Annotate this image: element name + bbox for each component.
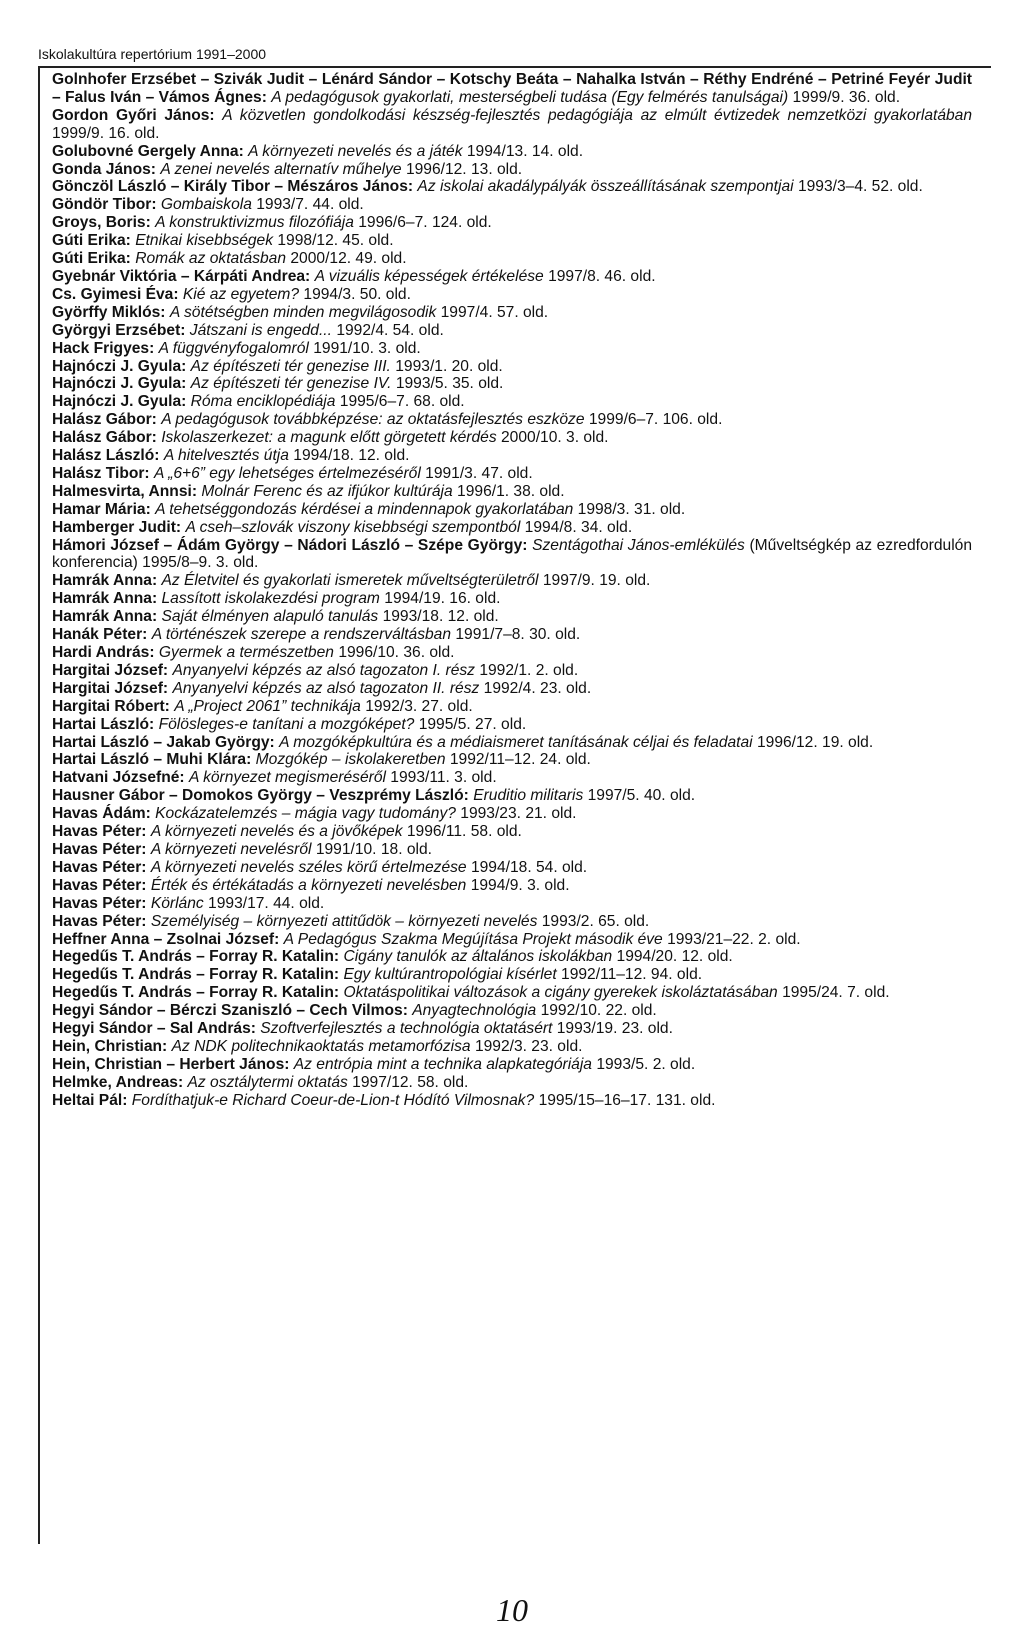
entry-title: Személyiség – környezeti attitűdök – környezeti nevelés bbox=[150, 912, 538, 930]
bibliography-entry bbox=[52, 626, 972, 644]
bibliography-entry bbox=[52, 841, 972, 859]
entry-author: Hegedűs T. András – Forray R. Katalin: bbox=[52, 984, 340, 1002]
entry-reference: 1995/5. 27. old. bbox=[418, 715, 527, 733]
bibliography-entry bbox=[52, 572, 972, 590]
entry-author: Hajnóczi J. Gyula: bbox=[52, 393, 187, 411]
bibliography-entry bbox=[52, 859, 972, 877]
entry-reference: 1991/7–8. 30. old. bbox=[455, 626, 581, 644]
bibliography-entry bbox=[52, 1020, 972, 1038]
entry-title: Az NDK politechnikaoktatás metamorfózisa bbox=[171, 1037, 471, 1055]
entry-author: Heffner Anna – Zsolnai József: bbox=[52, 930, 280, 948]
entry-reference: 1992/1. 2. old. bbox=[479, 661, 579, 679]
entry-reference: 1998/3. 31. old. bbox=[577, 500, 686, 518]
entry-author: Havas Péter: bbox=[52, 823, 147, 841]
entry-author: Gyebnár Viktória – Kárpáti Andrea: bbox=[52, 267, 311, 285]
entry-title: A függvényfogalomról bbox=[158, 339, 309, 357]
entry-author: Halász Gábor: bbox=[52, 429, 157, 447]
bibliography-entry bbox=[52, 1038, 972, 1056]
entry-author: Hartai László – Jakab György: bbox=[52, 733, 275, 751]
entry-author: Hartai László: bbox=[52, 715, 155, 733]
entry-title: A cseh–szlovák viszony kisebbségi szempontból bbox=[185, 518, 521, 536]
entry-title: A környezeti nevelés széles körű értelmezése bbox=[150, 858, 467, 876]
entry-title: Róma enciklopédiája bbox=[190, 393, 336, 411]
entry-title: Az Életvitel és gyakorlati ismeretek műveltségterületről bbox=[161, 572, 539, 590]
entry-author: Halász Tibor: bbox=[52, 464, 150, 482]
entry-reference: 1995/6–7. 68. old. bbox=[339, 393, 465, 411]
bibliography-entry bbox=[52, 608, 972, 626]
entry-title: Romák az oktatásban bbox=[135, 250, 287, 268]
bibliography-entry bbox=[52, 358, 972, 376]
bibliography-entry bbox=[52, 805, 972, 823]
entry-title: A környezeti nevelés és a jövőképek bbox=[150, 823, 403, 841]
bibliography-entry bbox=[52, 250, 972, 268]
entry-reference: 1993/5. 2. old. bbox=[596, 1055, 696, 1073]
entry-author: Hardi András: bbox=[52, 644, 155, 661]
entry-author: Cs. Gyimesi Éva: bbox=[52, 285, 179, 303]
bibliography-entry bbox=[52, 680, 972, 698]
entry-reference: 1992/3. 27. old. bbox=[365, 697, 473, 715]
entry-author: Hanák Péter: bbox=[52, 626, 148, 644]
entry-author: Hargitai Róbert: bbox=[52, 697, 170, 715]
bibliography-entry bbox=[52, 483, 972, 501]
entry-reference: 1996/6–7. 124. old. bbox=[358, 214, 492, 232]
bibliography-entry bbox=[52, 1074, 972, 1092]
entry-title: A pedagógusok továbbképzése: az oktatásfejlesztés eszköze bbox=[161, 411, 585, 429]
entry-author: Hargitai József: bbox=[52, 661, 169, 679]
entry-title: Játszani is engedd... bbox=[189, 321, 332, 339]
entry-author: Havas Péter: bbox=[52, 912, 147, 930]
bibliography-entry bbox=[52, 716, 972, 734]
entry-author: Hamrák Anna: bbox=[52, 590, 158, 608]
bibliography-entry bbox=[52, 286, 972, 304]
bibliography-entry bbox=[52, 537, 972, 573]
bibliography-entry bbox=[52, 375, 972, 393]
entry-author: Hein, Christian – Herbert János: bbox=[52, 1055, 290, 1073]
entry-title: Eruditio militaris bbox=[473, 787, 584, 805]
bibliography-entry bbox=[52, 447, 972, 465]
entry-author: Havas Péter: bbox=[52, 894, 147, 912]
entry-author: Hegedűs T. András – Forray R. Katalin: bbox=[52, 966, 340, 984]
page-number: 10 bbox=[496, 1592, 528, 1628]
entry-reference: 1993/7. 44. old. bbox=[256, 196, 364, 214]
entry-reference: 1993/11. 3. old. bbox=[390, 769, 497, 787]
entry-reference: 1991/10. 18. old. bbox=[315, 840, 432, 858]
entry-author: Havas Ádám: bbox=[52, 805, 151, 823]
entry-author: Halász Gábor: bbox=[52, 411, 157, 429]
entry-title: Az építészeti tér genezise III. bbox=[190, 357, 391, 375]
entry-title: Mozgókép – iskolakeretben bbox=[255, 751, 446, 769]
entry-reference: 1994/19. 16. old. bbox=[384, 590, 501, 608]
bibliography-entry bbox=[52, 966, 972, 984]
bibliography-entry bbox=[52, 143, 972, 161]
bibliography-entry bbox=[52, 411, 972, 429]
entry-title: Az iskolai akadálypályák összeállításának szempontjai bbox=[417, 178, 794, 196]
entry-title: Anyanyelvi képzés az alsó tagozaton I. rész bbox=[172, 661, 475, 679]
entry-title: A hitelvesztés útja bbox=[163, 447, 289, 465]
entry-reference: 1995/8–9. 3. old. bbox=[142, 554, 259, 572]
bibliography-entry bbox=[52, 787, 972, 805]
entry-title: Oktatáspolitikai változások a cigány gyerekek iskoláztatásában bbox=[343, 984, 778, 1002]
entry-title: Kockázatelemzés – mágia vagy tudomány? bbox=[155, 805, 456, 823]
entry-title: Anyanyelvi képzés az alsó tagozaton II. rész bbox=[172, 679, 480, 697]
entry-author: Hargitai József: bbox=[52, 679, 169, 697]
bibliography-entry bbox=[52, 465, 972, 483]
entry-title: Etnikai kisebbségek bbox=[135, 232, 274, 250]
bibliography-entry bbox=[52, 948, 972, 966]
left-margin-rule bbox=[38, 66, 40, 1544]
bibliography-entry bbox=[52, 823, 972, 841]
entry-title: Lassított iskolakezdési program bbox=[161, 590, 380, 608]
entry-reference: 1997/12. 58. old. bbox=[352, 1073, 469, 1091]
entry-author: Gúti Erika: bbox=[52, 232, 131, 250]
entry-reference: 1999/9. 36. old. bbox=[792, 88, 901, 106]
entry-title: A mozgóképkultúra és a médiaismeret tanításának céljai és feladatai bbox=[279, 733, 753, 751]
entry-title: Gombaiskola bbox=[160, 196, 252, 214]
bibliography-entry bbox=[52, 304, 972, 322]
entry-author: Gúti Erika: bbox=[52, 250, 131, 268]
entry-title: Fölösleges-e tanítani a mozgóképet? bbox=[158, 715, 415, 733]
entry-title: A sötétségben minden megvilágosodik bbox=[169, 303, 437, 321]
entry-reference: 1997/9. 19. old. bbox=[542, 572, 651, 590]
entry-title: Gyermek a természetben bbox=[158, 644, 334, 661]
entry-title: A történészek szerepe a rendszerváltásban bbox=[151, 626, 452, 644]
entry-title: A vizuális képességek értékelése bbox=[314, 267, 544, 285]
entry-author: Göndör Tibor: bbox=[52, 196, 157, 214]
bibliography-entry bbox=[52, 268, 972, 286]
entry-title: A „6+6” egy lehetséges értelmezéséről bbox=[153, 464, 421, 482]
entry-author: Hack Frigyes: bbox=[52, 339, 155, 357]
entry-reference: 1992/4. 54. old. bbox=[336, 321, 444, 339]
entry-author: Hartai László – Muhi Klára: bbox=[52, 751, 252, 769]
entry-title: A pedagógusok gyakorlati, mesterségbeli tudása (Egy felmérés tanulságai) bbox=[271, 88, 789, 106]
entry-reference: 1991/10. 3. old. bbox=[313, 339, 421, 357]
bibliography-entry bbox=[52, 769, 972, 787]
entry-reference: 1997/8. 46. old. bbox=[548, 267, 656, 285]
entry-reference: 1993/23. 21. old. bbox=[460, 805, 577, 823]
bibliography-entry bbox=[52, 322, 972, 340]
entry-author: Hegyi Sándor – Bérczi Szaniszló – Cech Vilmos: bbox=[52, 1002, 408, 1020]
bibliography-entry bbox=[52, 161, 972, 179]
entry-title: Körlánc bbox=[150, 894, 204, 912]
bibliography-entry bbox=[52, 393, 972, 411]
bibliography-entry bbox=[52, 178, 972, 196]
bibliography-entry bbox=[52, 734, 972, 752]
bibliography-entry bbox=[52, 698, 972, 716]
entry-author: Hegedűs T. András – Forray R. Katalin: bbox=[52, 948, 340, 966]
entry-reference: 1994/18. 54. old. bbox=[470, 858, 588, 876]
bibliography-entry bbox=[52, 519, 972, 537]
entry-title: A konstruktivizmus filozófiája bbox=[155, 214, 354, 232]
bibliography-entry bbox=[52, 913, 972, 931]
bibliography-entry bbox=[52, 1002, 972, 1020]
entry-reference: 1997/4. 57. old. bbox=[440, 303, 549, 321]
entry-author: Hegyi Sándor – Sal András: bbox=[52, 1020, 256, 1038]
entry-reference: 2000/12. 49. old. bbox=[290, 250, 407, 268]
entry-reference: 1994/3. 50. old. bbox=[303, 285, 411, 303]
bibliography-entry bbox=[52, 931, 972, 949]
bibliography-entry bbox=[52, 429, 972, 447]
entry-author: Groys, Boris: bbox=[52, 214, 151, 232]
bibliography-entry bbox=[52, 71, 972, 107]
entry-title: Fordíthatjuk-e Richard Coeur-de-Lion-t Hódító Vilmosnak? bbox=[131, 1091, 535, 1109]
bibliography-entry bbox=[52, 340, 972, 358]
entry-title: Anyagtechnológia bbox=[412, 1002, 537, 1020]
entry-author: Golubovné Gergely Anna: bbox=[52, 142, 244, 160]
bibliography-entry bbox=[52, 751, 972, 769]
entry-reference: 1992/10. 22. old. bbox=[540, 1002, 657, 1020]
entry-reference: 1993/17. 44. old. bbox=[208, 894, 325, 912]
entry-reference: 1996/11. 58. old. bbox=[406, 823, 522, 841]
entry-author: Havas Péter: bbox=[52, 876, 147, 894]
entry-reference: 1993/5. 35. old. bbox=[395, 375, 504, 393]
entry-reference: 1993/2. 65. old. bbox=[541, 912, 650, 930]
entry-title: Saját élményen alapuló tanulás bbox=[161, 608, 379, 626]
bibliography-entry bbox=[52, 590, 972, 608]
entry-reference: 1994/20. 12. old. bbox=[616, 948, 733, 966]
entry-author: Halmesvirta, Annsi: bbox=[52, 482, 198, 500]
entry-author: Hatvani Józsefné: bbox=[52, 769, 185, 787]
bibliography-entry bbox=[52, 1056, 972, 1074]
entry-title: Molnár Ferenc és az ifjúkor kultúrája bbox=[201, 482, 453, 500]
entry-title: A környezet megismeréséről bbox=[188, 769, 386, 787]
entry-reference: 1993/21–22. 2. old. bbox=[667, 930, 801, 948]
bibliography-entry bbox=[52, 501, 972, 519]
entry-author: Hajnóczi J. Gyula: bbox=[52, 375, 187, 393]
entry-author: Györgyi Erzsébet: bbox=[52, 321, 186, 339]
bibliography-entry bbox=[52, 196, 972, 214]
entry-reference: 1996/12. 13. old. bbox=[405, 160, 523, 178]
entry-author: Györffy Miklós: bbox=[52, 303, 166, 321]
entry-author: Hajnóczi J. Gyula: bbox=[52, 357, 187, 375]
entry-author: Hamrák Anna: bbox=[52, 608, 158, 626]
entry-reference: 1998/12. 45. old. bbox=[277, 232, 394, 250]
entry-reference: 1996/10. 36. old. bbox=[338, 644, 455, 661]
bibliography-entry bbox=[52, 644, 972, 662]
entry-reference: 1996/1. 38. old. bbox=[457, 482, 565, 500]
entry-title: Egy kultúrantropológiai kísérlet bbox=[343, 966, 557, 984]
entry-reference: 1992/3. 23. old. bbox=[474, 1037, 583, 1055]
entry-reference: 2000/10. 3. old. bbox=[501, 429, 609, 447]
bibliography-list bbox=[52, 71, 972, 1110]
entry-author: Heltai Pál: bbox=[52, 1091, 128, 1109]
entry-title: A Pedagógus Szakma Megújítása Projekt második éve bbox=[283, 930, 663, 948]
entry-reference: 1993/18. 12. old. bbox=[382, 608, 499, 626]
entry-note: (Műveltségkép az ezredfordulón konferencia) bbox=[52, 536, 972, 572]
entry-title: Érték és értékátadás a környezeti nevelésben bbox=[150, 876, 467, 894]
bibliography-entry bbox=[52, 877, 972, 895]
entry-title: Az építészeti tér genezise IV. bbox=[190, 375, 392, 393]
bibliography-entry bbox=[52, 107, 972, 143]
entry-author: Hausner Gábor – Domokos György – Veszprémy László: bbox=[52, 787, 469, 805]
entry-reference: 1994/13. 14. old. bbox=[466, 142, 584, 160]
entry-author: Hamrák Anna: bbox=[52, 572, 158, 590]
entry-title: Cigány tanulók az általános iskolákban bbox=[343, 948, 613, 966]
entry-title: A környezeti nevelés és a játék bbox=[248, 142, 463, 160]
entry-author: Hein, Christian: bbox=[52, 1037, 168, 1055]
entry-reference: 1997/5. 40. old. bbox=[587, 787, 696, 805]
entry-author: Havas Péter: bbox=[52, 840, 147, 858]
entry-author: Gordon Győri János: bbox=[52, 106, 215, 124]
bibliography-entry bbox=[52, 895, 972, 913]
entry-reference: 1999/9. 16. old. bbox=[52, 124, 160, 142]
entry-reference: 1994/18. 12. old. bbox=[293, 447, 410, 465]
entry-reference: 1994/8. 34. old. bbox=[524, 518, 633, 536]
entry-reference: 1992/4. 23. old. bbox=[483, 679, 592, 697]
bibliography-entry bbox=[52, 232, 972, 250]
entry-reference: 1992/11–12. 94. old. bbox=[561, 966, 703, 984]
bibliography-entry bbox=[52, 214, 972, 232]
header-rule bbox=[38, 66, 991, 68]
entry-author: Gonda János: bbox=[52, 160, 156, 178]
entry-title: Kié az egyetem? bbox=[182, 285, 300, 303]
entry-title: A közvetlen gondolkodási készség-fejlesztés pedagógiája az elmúlt évtizedek nemzetközi gyakorlatában bbox=[222, 106, 973, 124]
running-header: Iskolakultúra repertórium 1991–2000 bbox=[38, 46, 267, 62]
entry-title: Iskolaszerkezet: a magunk előtt görgetett kérdés bbox=[161, 429, 497, 447]
entry-reference: 1993/1. 20. old. bbox=[395, 357, 503, 375]
entry-author: Hámori József – Ádám György – Nádori László – Szépe György: bbox=[52, 536, 528, 554]
entry-title: Az osztálytermi oktatás bbox=[187, 1073, 348, 1091]
entry-reference: 1993/19. 23. old. bbox=[556, 1020, 673, 1038]
entry-reference: 1996/12. 19. old. bbox=[756, 733, 874, 751]
entry-author: Helmke, Andreas: bbox=[52, 1073, 184, 1091]
entry-reference: 1993/3–4. 52. old. bbox=[797, 178, 923, 196]
bibliography-entry bbox=[52, 1092, 972, 1110]
entry-reference: 1992/11–12. 24. old. bbox=[449, 751, 591, 769]
entry-author: Hamar Mária: bbox=[52, 500, 151, 518]
bibliography-entry bbox=[52, 984, 972, 1002]
bibliography-entry bbox=[52, 662, 972, 680]
entry-author: Havas Péter: bbox=[52, 858, 147, 876]
entry-reference: 1995/15–16–17. 131. old. bbox=[538, 1091, 716, 1109]
entry-reference: 1991/3. 47. old. bbox=[425, 464, 533, 482]
entry-title: Az entrópia mint a technika alapkategóriája bbox=[293, 1055, 592, 1073]
entry-reference: 1995/24. 7. old. bbox=[782, 984, 890, 1002]
entry-title: A tehetséggondozás kérdései a mindennapok gyakorlatában bbox=[155, 500, 574, 518]
entry-author: Halász László: bbox=[52, 447, 160, 465]
entry-reference: 1994/9. 3. old. bbox=[470, 876, 570, 894]
entry-title: A „Project 2061” technikája bbox=[174, 697, 361, 715]
entry-reference: 1999/6–7. 106. old. bbox=[588, 411, 723, 429]
entry-title: Szentágothai János-emlékülés bbox=[532, 536, 745, 554]
entry-author: Hamberger Judit: bbox=[52, 518, 182, 536]
entry-author: Golnhofer Erzsébet – Szivák Judit – Lénárd Sándor – Kotschy Beáta – Nahalka István – Réthy Endréné – Petriné Feyér Judit – Falus Iván – Vámos Ágnes: bbox=[52, 71, 972, 106]
entry-title: A környezeti nevelésről bbox=[150, 840, 312, 858]
entry-title: Szoftverfejlesztés a technológia oktatásért bbox=[260, 1020, 553, 1038]
entry-title: A zenei nevelés alternatív műhelye bbox=[160, 160, 402, 178]
entry-author: Gönczöl László – Király Tibor – Mészáros János: bbox=[52, 178, 414, 196]
